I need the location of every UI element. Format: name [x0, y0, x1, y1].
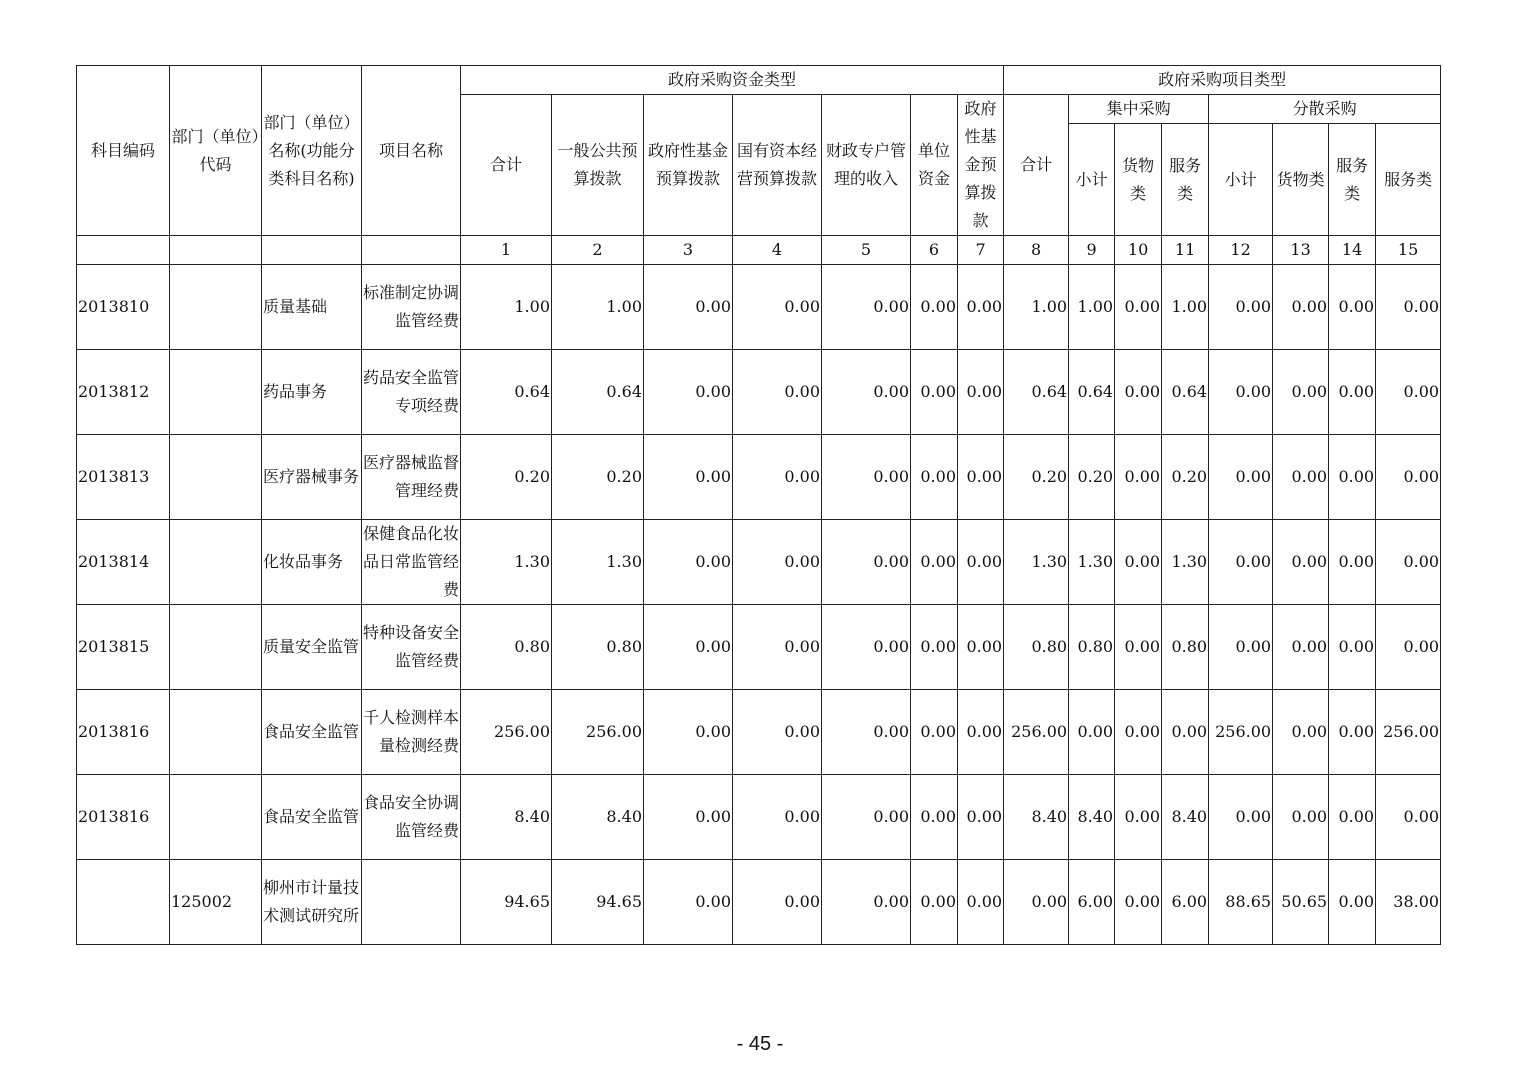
value-cell: 1.30 — [1069, 520, 1115, 605]
value-cell: 0.00 — [1162, 690, 1209, 775]
value-cell: 1.00 — [1004, 265, 1069, 350]
value-cell: 0.00 — [1115, 690, 1162, 775]
value-cell: 0.00 — [1115, 435, 1162, 520]
value-cell: 0.00 — [1329, 520, 1376, 605]
value-cell: 1.30 — [461, 520, 552, 605]
value-cell: 0.00 — [1069, 690, 1115, 775]
header-decentralized: 分散采购 — [1209, 95, 1441, 124]
value-cell: 0.20 — [461, 435, 552, 520]
header-project-name: 项目名称 — [362, 66, 461, 236]
value-cell: 0.00 — [1115, 350, 1162, 435]
header-general-budget: 一般公共预算拨款 — [552, 95, 644, 236]
header-fund-type-group: 政府采购资金类型 — [461, 66, 1004, 95]
project-name-cell: 千人检测样本量检测经费 — [362, 690, 461, 775]
column-number: 1 — [461, 236, 552, 265]
dept-name-cell: 医疗器械事务 — [262, 435, 362, 520]
value-cell: 0.00 — [1376, 605, 1441, 690]
value-cell: 94.65 — [552, 860, 644, 945]
value-cell: 0.00 — [1209, 775, 1273, 860]
column-number: 2 — [552, 236, 644, 265]
value-cell: 0.00 — [1376, 435, 1441, 520]
dept-name-cell: 柳州市计量技术测试研究所 — [262, 860, 362, 945]
value-cell: 0.64 — [1069, 350, 1115, 435]
value-cell: 6.00 — [1069, 860, 1115, 945]
dept-code-cell — [170, 690, 262, 775]
value-cell: 0.00 — [644, 265, 733, 350]
subject-code-cell: 2013810 — [77, 265, 170, 350]
column-number: 4 — [733, 236, 822, 265]
value-cell: 256.00 — [1376, 690, 1441, 775]
dept-name-cell: 食品安全监管 — [262, 775, 362, 860]
subject-code-cell: 2013816 — [77, 690, 170, 775]
column-number: 15 — [1376, 236, 1441, 265]
table-row — [77, 860, 1441, 945]
value-cell: 1.30 — [552, 520, 644, 605]
column-number: 13 — [1273, 236, 1329, 265]
value-cell: 1.00 — [552, 265, 644, 350]
dept-code-cell: 125002 — [170, 860, 262, 945]
dept-name-cell: 化妆品事务 — [262, 520, 362, 605]
value-cell: 0.20 — [1162, 435, 1209, 520]
header-gov-fund: 政府性基金预算拨款 — [644, 95, 733, 236]
column-number: 9 — [1069, 236, 1115, 265]
dept-name-cell: 质量安全监管 — [262, 605, 362, 690]
subject-code-cell: 2013815 — [77, 605, 170, 690]
column-number: 12 — [1209, 236, 1273, 265]
value-cell: 0.00 — [958, 690, 1004, 775]
header-dept-name: 部门（单位）名称(功能分类科目名称) — [262, 66, 362, 236]
subject-code-cell: 2013812 — [77, 350, 170, 435]
value-cell: 0.00 — [822, 520, 911, 605]
value-cell: 6.00 — [1162, 860, 1209, 945]
value-cell: 0.00 — [733, 690, 822, 775]
column-number: 3 — [644, 236, 733, 265]
value-cell: 1.30 — [1162, 520, 1209, 605]
value-cell: 0.00 — [733, 435, 822, 520]
value-cell: 0.00 — [958, 605, 1004, 690]
value-cell: 0.00 — [911, 605, 958, 690]
table-row — [77, 775, 1441, 860]
value-cell: 0.00 — [822, 350, 911, 435]
value-cell: 0.80 — [1162, 605, 1209, 690]
value-cell: 0.00 — [644, 605, 733, 690]
column-number: 14 — [1329, 236, 1376, 265]
value-cell: 0.00 — [911, 265, 958, 350]
value-cell: 88.65 — [1209, 860, 1273, 945]
dept-name-cell: 质量基础 — [262, 265, 362, 350]
column-number: 10 — [1115, 236, 1162, 265]
value-cell: 0.00 — [1329, 690, 1376, 775]
value-cell: 256.00 — [552, 690, 644, 775]
value-cell: 0.80 — [1004, 605, 1069, 690]
value-cell: 0.00 — [1329, 605, 1376, 690]
value-cell: 0.00 — [1115, 775, 1162, 860]
column-number: 5 — [822, 236, 911, 265]
dept-code-cell — [170, 775, 262, 860]
value-cell: 0.00 — [1273, 435, 1329, 520]
value-cell: 0.20 — [552, 435, 644, 520]
value-cell: 0.80 — [1069, 605, 1115, 690]
value-cell: 0.00 — [958, 435, 1004, 520]
value-cell: 0.00 — [958, 520, 1004, 605]
dept-name-cell: 药品事务 — [262, 350, 362, 435]
value-cell: 0.00 — [1004, 860, 1069, 945]
value-cell: 8.40 — [461, 775, 552, 860]
value-cell: 0.00 — [1329, 350, 1376, 435]
project-name-cell — [362, 860, 461, 945]
table-row — [77, 605, 1441, 690]
subject-code-cell: 2013816 — [77, 775, 170, 860]
table-row — [77, 435, 1441, 520]
value-cell: 0.00 — [1376, 775, 1441, 860]
value-cell: 0.20 — [1004, 435, 1069, 520]
value-cell: 0.00 — [733, 265, 822, 350]
project-name-cell: 食品安全协调监管经费 — [362, 775, 461, 860]
value-cell: 0.80 — [552, 605, 644, 690]
value-cell: 0.00 — [958, 860, 1004, 945]
value-cell: 0.00 — [733, 520, 822, 605]
value-cell: 0.00 — [911, 435, 958, 520]
value-cell: 0.00 — [1115, 265, 1162, 350]
column-number: 7 — [958, 236, 1004, 265]
header-central-goods: 货物类 — [1115, 124, 1162, 236]
subject-code-cell: 2013813 — [77, 435, 170, 520]
header-decentral-services-2: 服务类 — [1376, 124, 1441, 236]
value-cell: 0.00 — [822, 605, 911, 690]
value-cell: 0.00 — [1115, 860, 1162, 945]
header-fund-total: 合计 — [461, 95, 552, 236]
dept-code-cell — [170, 435, 262, 520]
dept-code-cell — [170, 350, 262, 435]
value-cell: 0.00 — [1115, 520, 1162, 605]
header-state-capital: 国有资本经营预算拨款 — [733, 95, 822, 236]
value-cell: 0.00 — [911, 860, 958, 945]
column-number: 8 — [1004, 236, 1069, 265]
value-cell: 0.00 — [1376, 350, 1441, 435]
header-fiscal-account: 财政专户管理的收入 — [822, 95, 911, 236]
header-decentral-goods: 货物类 — [1273, 124, 1329, 236]
value-cell: 0.00 — [644, 435, 733, 520]
value-cell: 0.00 — [1209, 435, 1273, 520]
value-cell: 0.00 — [911, 775, 958, 860]
value-cell: 0.00 — [1115, 605, 1162, 690]
value-cell: 50.65 — [1273, 860, 1329, 945]
value-cell: 0.00 — [1209, 265, 1273, 350]
project-name-cell: 医疗器械监督管理经费 — [362, 435, 461, 520]
value-cell: 0.00 — [644, 775, 733, 860]
value-cell: 1.00 — [461, 265, 552, 350]
table-row — [77, 520, 1441, 605]
value-cell: 0.00 — [822, 265, 911, 350]
project-name-cell: 药品安全监管专项经费 — [362, 350, 461, 435]
value-cell: 0.00 — [1273, 690, 1329, 775]
header-central-services: 服务类 — [1162, 124, 1209, 236]
value-cell: 0.80 — [461, 605, 552, 690]
value-cell: 0.00 — [822, 690, 911, 775]
value-cell: 0.00 — [958, 775, 1004, 860]
column-number-row — [77, 236, 1441, 265]
value-cell: 0.00 — [733, 860, 822, 945]
value-cell: 0.00 — [1376, 265, 1441, 350]
dept-code-cell — [170, 265, 262, 350]
value-cell: 0.00 — [1273, 520, 1329, 605]
value-cell: 0.64 — [1004, 350, 1069, 435]
header-decentral-subtotal: 小计 — [1209, 124, 1273, 236]
header-unit-funds: 单位资金 — [911, 95, 958, 236]
value-cell: 0.00 — [644, 520, 733, 605]
value-cell: 0.00 — [733, 350, 822, 435]
value-cell: 0.00 — [958, 350, 1004, 435]
value-cell: 8.40 — [1004, 775, 1069, 860]
value-cell: 0.00 — [1273, 350, 1329, 435]
dept-name-cell: 食品安全监管 — [262, 690, 362, 775]
dept-code-cell — [170, 605, 262, 690]
value-cell: 0.00 — [644, 690, 733, 775]
value-cell: 0.00 — [1209, 350, 1273, 435]
value-cell: 1.00 — [1069, 265, 1115, 350]
value-cell: 0.00 — [1209, 520, 1273, 605]
value-cell: 0.00 — [822, 435, 911, 520]
value-cell: 0.00 — [644, 350, 733, 435]
value-cell: 0.00 — [644, 860, 733, 945]
header-decentral-services: 服务类 — [1329, 124, 1376, 236]
dept-code-cell — [170, 520, 262, 605]
header-gov-fund-2: 政府性基金预算拨款 — [958, 95, 1004, 236]
value-cell: 0.64 — [1162, 350, 1209, 435]
value-cell: 0.00 — [1273, 775, 1329, 860]
table-row — [77, 350, 1441, 435]
value-cell: 1.30 — [1004, 520, 1069, 605]
procurement-table — [76, 65, 1441, 945]
table-row — [77, 690, 1441, 775]
header-dept-code: 部门（单位）代码 — [170, 66, 262, 236]
header-central-subtotal: 小计 — [1069, 124, 1115, 236]
value-cell: 0.00 — [1329, 860, 1376, 945]
project-name-cell: 特种设备安全监管经费 — [362, 605, 461, 690]
value-cell: 0.00 — [911, 350, 958, 435]
value-cell: 8.40 — [1162, 775, 1209, 860]
value-cell: 0.00 — [1329, 435, 1376, 520]
value-cell: 94.65 — [461, 860, 552, 945]
project-name-cell: 保健食品化妆品日常监管经费 — [362, 520, 461, 605]
value-cell: 1.00 — [1162, 265, 1209, 350]
value-cell: 0.64 — [552, 350, 644, 435]
value-cell: 256.00 — [1004, 690, 1069, 775]
subject-code-cell — [77, 860, 170, 945]
subject-code-cell: 2013814 — [77, 520, 170, 605]
value-cell: 0.20 — [1069, 435, 1115, 520]
header-project-total: 合计 — [1004, 95, 1069, 236]
value-cell: 38.00 — [1376, 860, 1441, 945]
header-centralized: 集中采购 — [1069, 95, 1209, 124]
value-cell: 8.40 — [552, 775, 644, 860]
column-number: 6 — [911, 236, 958, 265]
value-cell: 0.00 — [1329, 775, 1376, 860]
value-cell: 0.00 — [911, 690, 958, 775]
value-cell: 0.00 — [822, 775, 911, 860]
value-cell: 0.00 — [958, 265, 1004, 350]
value-cell: 256.00 — [1209, 690, 1273, 775]
value-cell: 0.00 — [733, 605, 822, 690]
value-cell: 256.00 — [461, 690, 552, 775]
header-subject-code: 科目编码 — [77, 66, 170, 236]
project-name-cell: 标准制定协调监管经费 — [362, 265, 461, 350]
value-cell: 0.00 — [1273, 265, 1329, 350]
value-cell: 0.00 — [1209, 605, 1273, 690]
value-cell: 0.00 — [733, 775, 822, 860]
value-cell: 0.00 — [911, 520, 958, 605]
table-row — [77, 265, 1441, 350]
value-cell: 0.00 — [1273, 605, 1329, 690]
header-project-type-group: 政府采购项目类型 — [1004, 66, 1441, 95]
value-cell: 0.64 — [461, 350, 552, 435]
value-cell: 8.40 — [1069, 775, 1115, 860]
column-number: 11 — [1162, 236, 1209, 265]
page-number: - 45 - — [736, 1033, 784, 1055]
value-cell: 0.00 — [1329, 265, 1376, 350]
value-cell: 0.00 — [1376, 520, 1441, 605]
value-cell: 0.00 — [822, 860, 911, 945]
